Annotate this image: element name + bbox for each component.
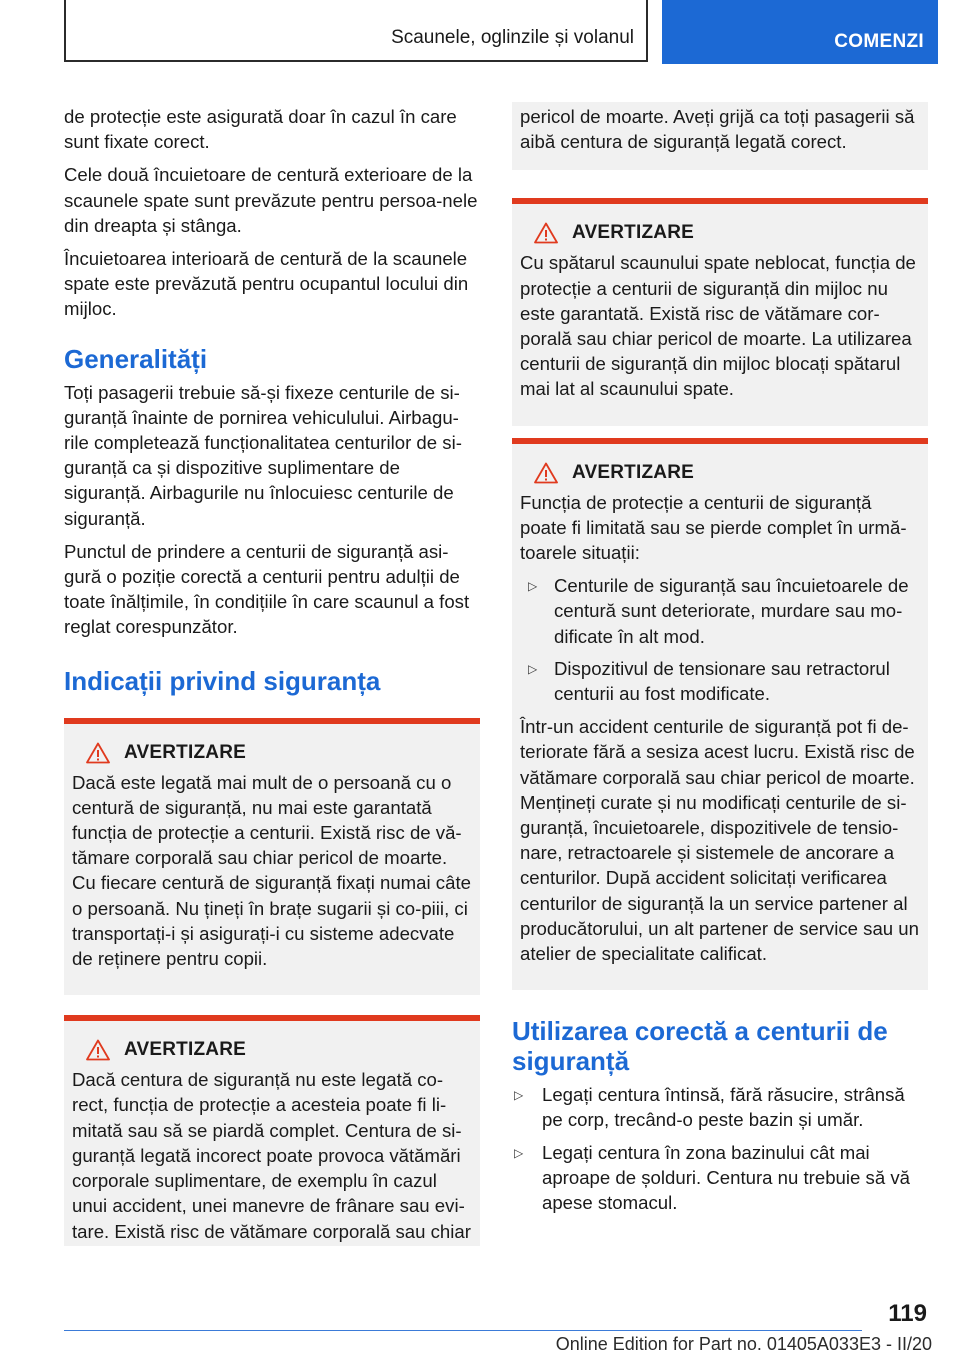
list-item-text: Centurile de siguranță sau încuietoarele de centură sunt deteriorate, murdare sau mo-dificate în alt mod.: [554, 575, 909, 647]
warning-box-2: [64, 1015, 480, 1245]
list-item: [520, 573, 920, 649]
warning-header: [520, 222, 920, 244]
footer-divider: [64, 1330, 862, 1331]
usage-heading: Utilizarea corectă a centurii de siguranță: [512, 1016, 888, 1077]
warning-text-continued: pericol de moarte. Aveți grijă ca toți pasagerii să aibă centura de siguranță legată corect.: [520, 106, 915, 153]
warning-header: [520, 462, 920, 484]
left-column: [64, 104, 480, 1246]
list-item-text: Legați centura în zona bazinului cât mai aproape de șolduri. Centura nu trebuie să vă apese stomacul.: [542, 1141, 910, 1214]
warning-triangle-icon: [534, 462, 558, 484]
warning-text: Într-un accident centurile de siguranță pot fi de-teriorate fără a sesiza acest lucru. Există risc de vătămare corporală sau chiar pericol de moarte. Mențineți curate și nu modificați centurile de si-guranță, încuietoarele, dispozitivele de tensio-nare, retractoarele și sistemele de ancorare a centurilor. După accident solicitați verificarea centurilor de siguranță la un service partener al producătorului, un alt partener de service sau un atelier de specialitate calificat.: [520, 716, 919, 965]
warning-intro: Funcția de protecție a centurii de siguranță poate fi limitată sau se pierde complet în urmă-toarele situații:: [520, 491, 907, 564]
intro-paragraph-1: de protecție este asigurată doar în cazul în care sunt fixate corect.: [64, 106, 457, 153]
warning-box-2-continued: [512, 102, 928, 170]
warning-triangle-icon: [86, 1039, 110, 1061]
general-paragraph-2: Punctul de prindere a centurii de siguranță asi-gură o poziție corectă a centurii pentru adulții de toate înălțimile, în condițiile în care scaunul a fost reglat corespunzător.: [64, 540, 470, 638]
section-title: Scaunele, oglinzile și volanul: [391, 27, 634, 48]
safety-heading: Indicații privind siguranța: [64, 665, 381, 696]
header-section-title: [64, 0, 648, 62]
list-item: [512, 1140, 928, 1216]
warning-title: AVERTIZARE: [572, 222, 694, 244]
intro-paragraph-2: Cele două încuietoare de centură exterioare de la scaunele spate sunt prevăzute pentru persoa-nele din dreapta și stânga.: [64, 164, 478, 236]
warning-box-4: [512, 438, 928, 991]
intro-paragraph-3: Încuietoarea interioară de centură de la scaunele spate este prevăzută pentru ocupantul locului din mijloc.: [64, 248, 469, 320]
list-item: [512, 1082, 928, 1132]
warning-header: [72, 1039, 472, 1061]
warning-title: AVERTIZARE: [572, 461, 694, 483]
usage-list: [512, 1082, 928, 1215]
warning-header: [72, 742, 472, 764]
warning-triangle-icon: [86, 742, 110, 764]
triangle-bullet-icon: ▷: [514, 1145, 524, 1160]
warning-text: Cu spătarul scaunului spate neblocat, funcția de protecție a centurii de siguranță din mijloc nu este garantată. Există risc de vătămare cor-porală sau chiar pericol de moarte. La utilizarea centurii de siguranță din mijloc blocați spătarul mai lat al scaunului spate.: [520, 252, 916, 400]
triangle-bullet-icon: ▷: [528, 579, 538, 594]
warning-text: Dacă centura de siguranță nu este legată co-rect, funcția de protecție a acesteia poate fi li-mitată sau să se piardă complet. Centura de si-guranță legată incorect poate provoca vătămări corporale suplimentare, de exemplu în cazul unui accident, unei manevre de frânare sau evi-tare. Există risc de vătămare corporală sau chiar: [72, 1069, 471, 1242]
general-paragraph-1: Toți pasagerii trebuie să-și fixeze centurile de si-guranță înainte de pornirea vehiculului. Airbagu-rile completează funcționalitatea centurilor de si-guranță ca și dispozitive suplimentare de siguranță. Airbagurile nu înlocuiesc centurile de siguranță.: [64, 381, 462, 529]
chapter-title: COMENZI: [834, 31, 924, 52]
right-column: [512, 102, 928, 1223]
triangle-bullet-icon: ▷: [528, 661, 538, 676]
header-chapter-tab[interactable]: [662, 0, 938, 64]
list-item-text: Legați centura întinsă, fără răsucire, strânsă pe corp, trecând-o peste bazin și umăr.: [542, 1084, 905, 1131]
warning-box-1: [64, 718, 480, 996]
page-number: 119: [888, 1300, 927, 1327]
warning-triangle-icon: [534, 222, 558, 244]
list-item-text: Dispozitivul de tensionare sau retractorul centurii au fost modificate.: [554, 657, 890, 705]
triangle-bullet-icon: ▷: [514, 1088, 524, 1103]
footer-edition[interactable]: Online Edition for Part no. 01405A033E3 - II/20: [555, 1334, 932, 1354]
warning-list: [520, 573, 920, 706]
warning-text: Dacă este legată mai mult de o persoană cu o centură de siguranță, nu mai este garantată funcția de protecție a centurii. Există risc de vă-tămare corporală sau chiar pericol de moarte. Cu fiecare centură de siguranță fixați numai câte o persoană. Nu țineți în brațe sugarii și co-piii, ci transportați-i și asigurați-i cu sisteme adecvate de reținere pentru copii.: [72, 771, 471, 970]
warning-title: AVERTIZARE: [124, 1039, 246, 1061]
warning-title: AVERTIZARE: [124, 741, 246, 763]
list-item: [520, 656, 920, 706]
general-heading: Generalități: [64, 343, 208, 374]
warning-box-3: [512, 198, 928, 425]
